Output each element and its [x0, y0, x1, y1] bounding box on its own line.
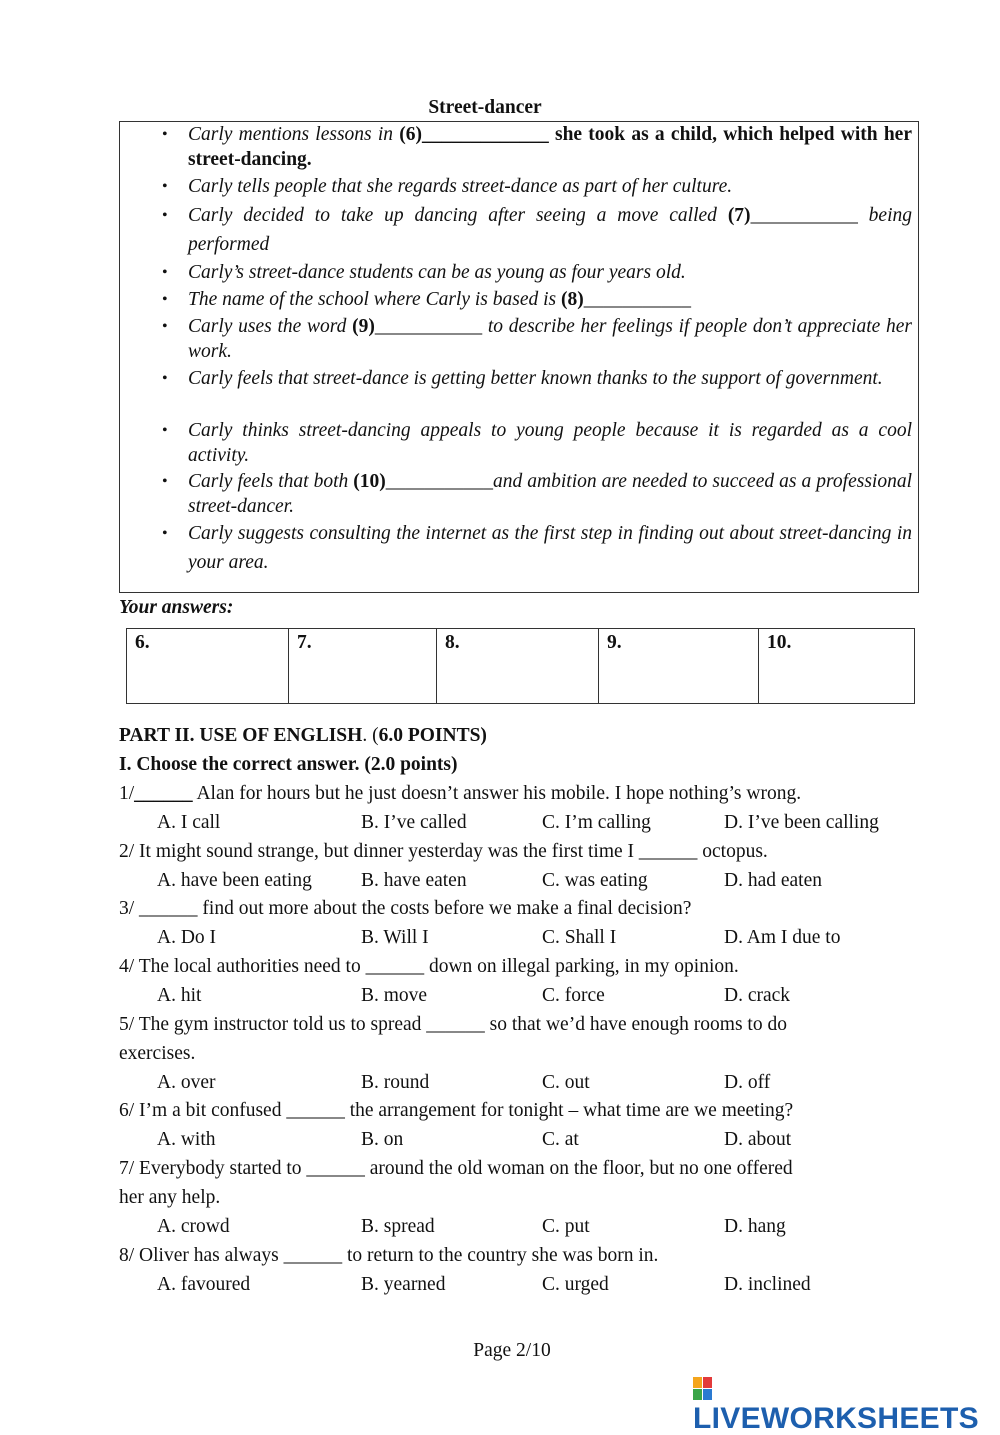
statement-9: • Carly uses the word (9)___________ to describe her feelings if people don’t appreciate her work.: [188, 314, 912, 364]
statement-culture: • Carly tells people that she regards street-dance as part of her culture.: [188, 174, 912, 199]
option-c[interactable]: C. put: [542, 1216, 590, 1237]
section-title: Street-dancer: [428, 97, 542, 118]
option-c[interactable]: C. I’m calling: [542, 812, 651, 833]
statement-6: • Carly mentions lessons in (6)_____________ she took as a child, which helped with her street-dancing.: [188, 122, 912, 172]
option-c[interactable]: C. force: [542, 985, 605, 1006]
question-5: 5/ The gym instructor told us to spread ______ so that we’d have enough rooms to do: [119, 1014, 787, 1035]
answer-cell-7[interactable]: 7.: [289, 629, 437, 704]
answer-cell-8[interactable]: 8.: [437, 629, 599, 704]
question-7-cont: her any help.: [119, 1187, 221, 1208]
option-b[interactable]: B. have eaten: [361, 870, 467, 891]
option-d[interactable]: D. off: [724, 1072, 771, 1093]
question-2: 2/ It might sound strange, but dinner yesterday was the first time I ______ octopus.: [119, 841, 768, 862]
option-d[interactable]: D. hang: [724, 1216, 786, 1237]
question-4: 4/ The local authorities need to ______ down on illegal parking, in my opinion.: [119, 956, 739, 977]
options-2: [157, 870, 957, 896]
question-1: 1/______ Alan for hours but he just doesn’t answer his mobile. I hope nothing’s wrong.: [119, 783, 802, 804]
logo-mark-icon: [693, 1377, 713, 1401]
options-6: [157, 1129, 957, 1155]
options-8: [157, 1274, 957, 1300]
statement-7: • Carly decided to take up dancing after seeing a move called (7)___________ being performed: [188, 201, 912, 259]
option-b[interactable]: B. on: [361, 1129, 404, 1150]
answer-cell-10[interactable]: 10.: [759, 629, 915, 704]
option-b[interactable]: B. yearned: [361, 1274, 446, 1295]
option-b[interactable]: B. move: [361, 985, 428, 1006]
option-a[interactable]: A. hit: [157, 985, 202, 1006]
statement-10: • Carly feels that both (10)___________and ambition are needed to succeed as a professional street-dancer.: [188, 469, 912, 519]
statement-8: • The name of the school where Carly is based is (8)___________: [188, 287, 912, 312]
statement-internet: • Carly suggests consulting the internet as the first step in finding out about street-dancing in your area.: [188, 519, 912, 577]
option-d[interactable]: D. about: [724, 1129, 792, 1150]
options-4: [157, 985, 957, 1011]
option-a[interactable]: A. over: [157, 1072, 216, 1093]
statement-cool: • Carly thinks street-dancing appeals to young people because it is regarded as a cool activity.: [188, 418, 912, 468]
sub-heading: I. Choose the correct answer. (2.0 points): [119, 754, 458, 775]
options-7: [157, 1216, 957, 1242]
option-a[interactable]: A. with: [157, 1129, 216, 1150]
answer-cell-6[interactable]: 6.: [127, 629, 289, 704]
option-c[interactable]: C. urged: [542, 1274, 609, 1295]
option-d[interactable]: D. inclined: [724, 1274, 811, 1295]
question-8: 8/ Oliver has always ______ to return to the country she was born in.: [119, 1245, 659, 1266]
answers-table: [126, 628, 915, 704]
option-b[interactable]: B. Will I: [361, 927, 429, 948]
option-a[interactable]: A. have been eating: [157, 870, 312, 891]
question-5-cont: exercises.: [119, 1043, 196, 1064]
option-d[interactable]: D. I’ve been calling: [724, 812, 879, 833]
option-d[interactable]: D. crack: [724, 985, 791, 1006]
option-c[interactable]: C. out: [542, 1072, 590, 1093]
liveworksheets-logo[interactable]: LIVEWORKSHEETS: [693, 1374, 1000, 1434]
options-5: [157, 1072, 957, 1098]
option-a[interactable]: A. crowd: [157, 1216, 230, 1237]
option-d[interactable]: D. Am I due to: [724, 927, 841, 948]
option-b[interactable]: B. spread: [361, 1216, 435, 1237]
question-3: 3/ ______ find out more about the costs before we make a final decision?: [119, 898, 692, 919]
option-a[interactable]: A. Do I: [157, 927, 217, 948]
options-3: [157, 927, 957, 953]
page-number: Page 2/10: [473, 1340, 551, 1361]
option-c[interactable]: C. Shall I: [542, 927, 617, 948]
part-heading: PART II. USE OF ENGLISH. (6.0 POINTS): [119, 725, 487, 746]
option-d[interactable]: D. had eaten: [724, 870, 822, 891]
option-b[interactable]: B. round: [361, 1072, 430, 1093]
options-1: [157, 812, 957, 838]
option-a[interactable]: A. favoured: [157, 1274, 251, 1295]
option-c[interactable]: C. was eating: [542, 870, 648, 891]
statement-government: • Carly feels that street-dance is getting better known thanks to the support of government.: [188, 366, 912, 391]
option-a[interactable]: A. I call: [157, 812, 221, 833]
statement-students: • Carly’s street-dance students can be as young as four years old.: [188, 260, 912, 285]
option-c[interactable]: C. at: [542, 1129, 579, 1150]
question-6: 6/ I’m a bit confused ______ the arrangement for tonight – what time are we meeting?: [119, 1100, 794, 1121]
option-b[interactable]: B. I’ve called: [361, 812, 467, 833]
answers-label: Your answers:: [119, 597, 234, 618]
answer-cell-9[interactable]: 9.: [599, 629, 759, 704]
question-7: 7/ Everybody started to ______ around the old woman on the floor, but no one offered: [119, 1158, 793, 1179]
